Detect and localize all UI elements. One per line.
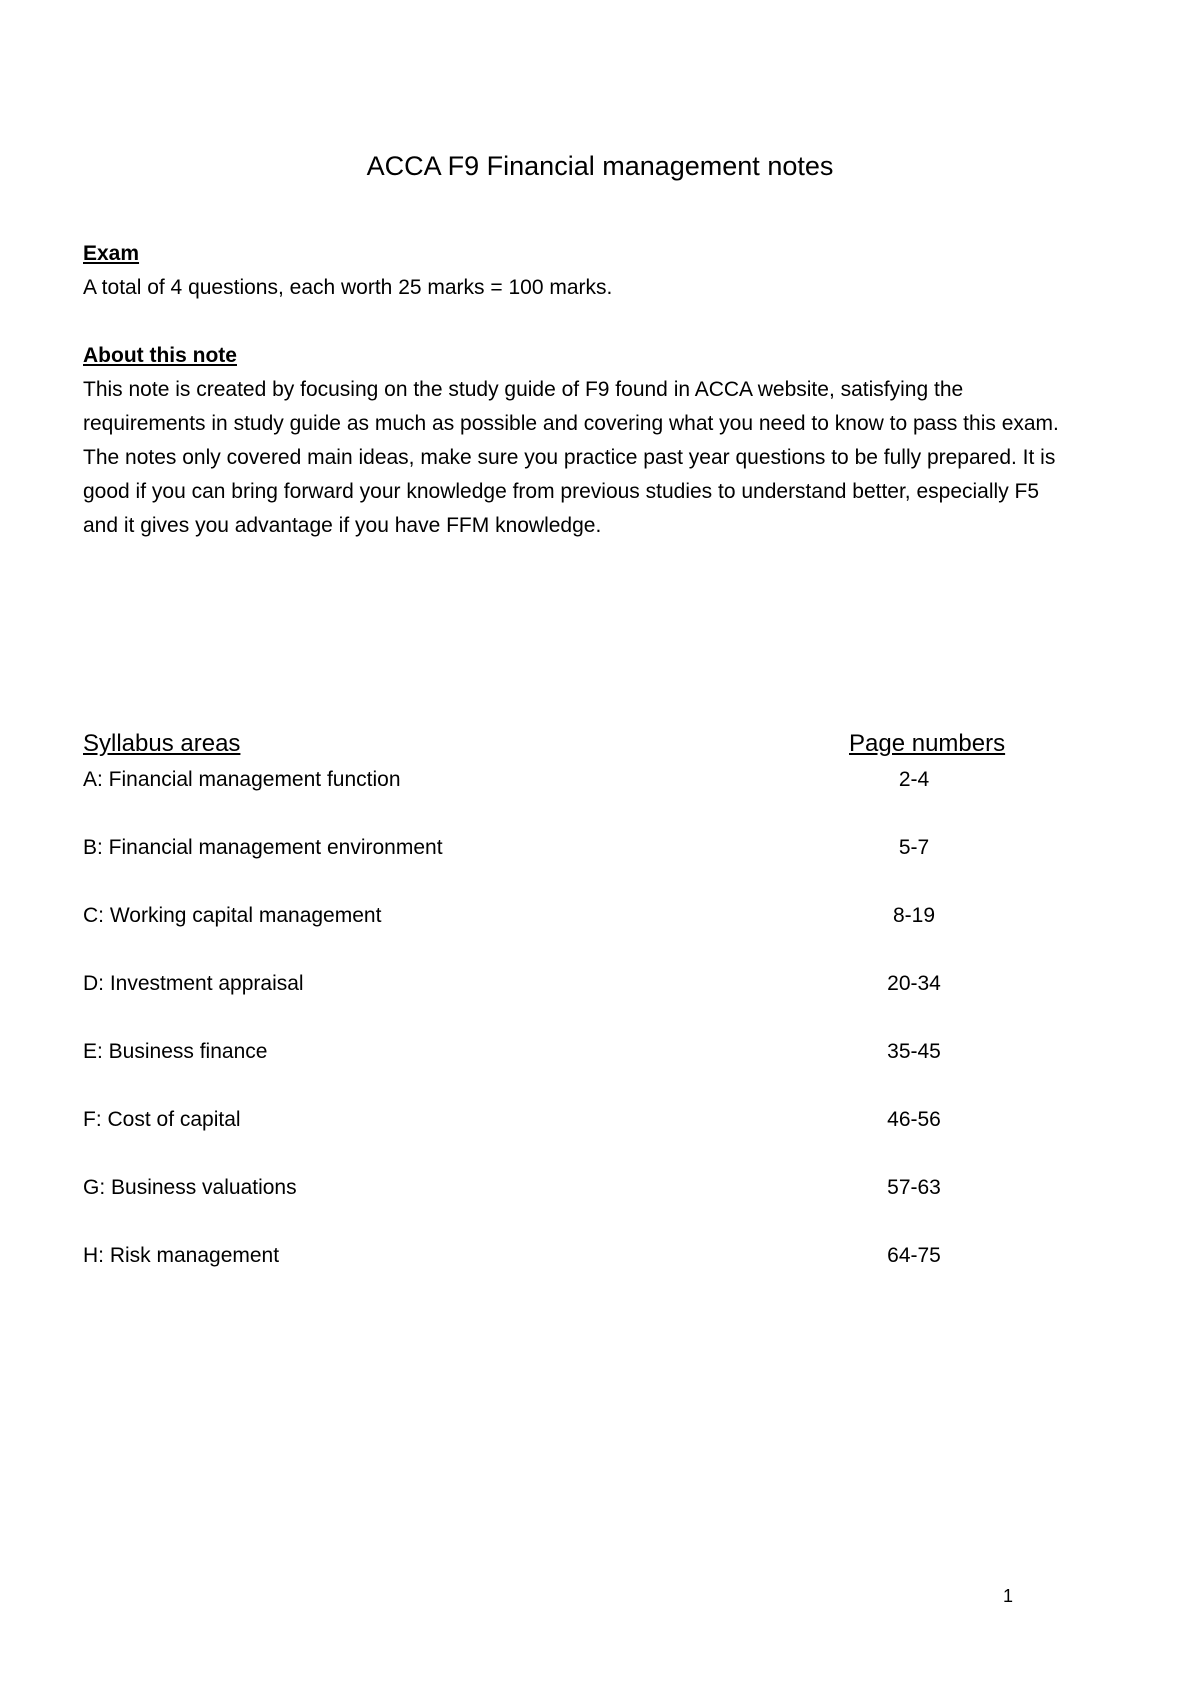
exam-heading: Exam bbox=[83, 242, 140, 265]
syllabus-area: B: Financial management environment bbox=[83, 836, 443, 859]
syllabus-area: G: Business valuations bbox=[83, 1176, 297, 1199]
syllabus-row bbox=[83, 1036, 1023, 1068]
syllabus-row bbox=[83, 1104, 1023, 1136]
page-number: 1 bbox=[1003, 1586, 1014, 1606]
syllabus-area: H: Risk management bbox=[83, 1244, 280, 1267]
syllabus-area: F: Cost of capital bbox=[83, 1108, 241, 1131]
document-title: ACCA F9 Financial management notes bbox=[366, 151, 834, 181]
syllabus-pages: 57-63 bbox=[887, 1176, 941, 1199]
syllabus-header-row bbox=[83, 726, 1023, 762]
syllabus-pages: 35-45 bbox=[887, 1040, 941, 1063]
syllabus-row bbox=[83, 900, 1023, 932]
syllabus-pages: 5-7 bbox=[898, 836, 930, 859]
syllabus-row bbox=[83, 764, 1023, 796]
syllabus-area: D: Investment appraisal bbox=[83, 972, 304, 995]
syllabus-row bbox=[83, 1172, 1023, 1204]
syllabus-pages: 2-4 bbox=[898, 768, 930, 791]
syllabus-row bbox=[83, 1240, 1023, 1272]
syllabus-header-pages: Page numbers bbox=[849, 730, 1006, 757]
exam-text: A total of 4 questions, each worth 25 marks = 100 marks. bbox=[83, 276, 613, 299]
syllabus-row bbox=[83, 832, 1023, 864]
syllabus-area: C: Working capital management bbox=[83, 904, 382, 927]
syllabus-pages: 8-19 bbox=[892, 904, 936, 927]
syllabus-header-area: Syllabus areas bbox=[83, 730, 241, 757]
syllabus-row bbox=[83, 968, 1023, 1000]
exam-section bbox=[83, 237, 1083, 305]
syllabus-pages: 64-75 bbox=[887, 1244, 941, 1267]
syllabus-table bbox=[83, 726, 1023, 1308]
syllabus-area: A: Financial management function bbox=[83, 768, 401, 791]
about-heading: About this note bbox=[83, 344, 237, 367]
about-section bbox=[83, 339, 1083, 543]
about-text: This note is created by focusing on the study guide of F9 found in ACCA website, satisfying the requirements in study guide as much as possible and covering what you need to know to pass this exam. The notes only covered main ideas, make sure you practice past year questions to be fully prepared. It is good if you can bring forward your knowledge from previous studies to understand better, especially F5 and it gives you advantage if you have FFM knowledge. bbox=[83, 378, 1059, 537]
syllabus-pages: 20-34 bbox=[887, 972, 941, 995]
syllabus-area: E: Business finance bbox=[83, 1040, 268, 1063]
syllabus-pages: 46-56 bbox=[887, 1108, 941, 1131]
